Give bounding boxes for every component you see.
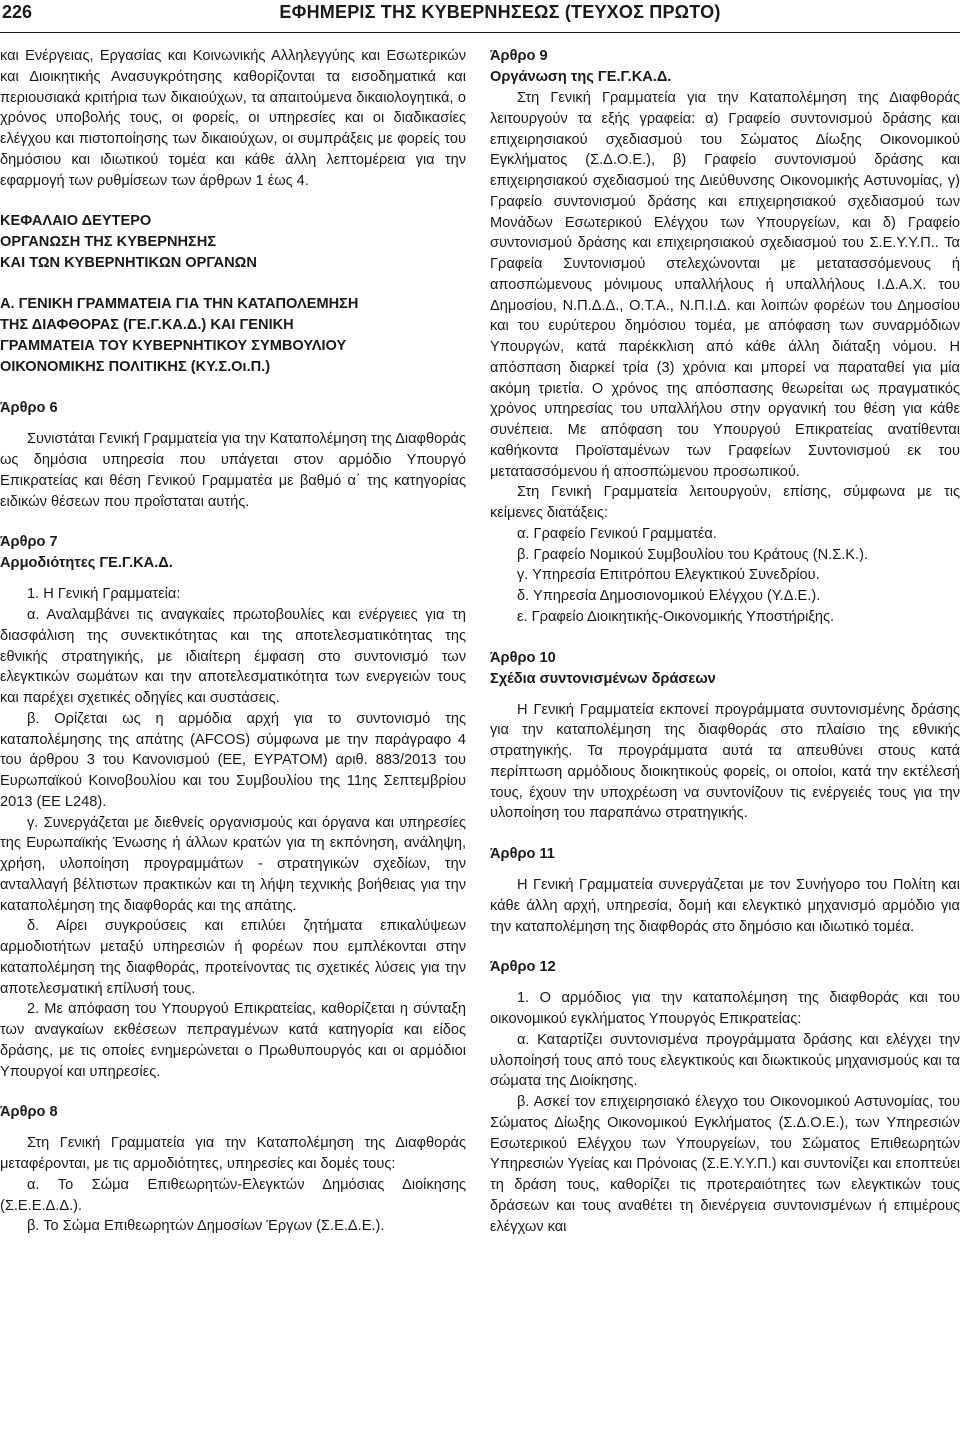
article-9-para-2: Στη Γενική Γραμματεία λειτουργούν, επίσης, σύμφωνα με τις κείμενες διατάξεις: (490, 484, 960, 521)
article-7-item-c: γ. Συνεργάζεται με διεθνείς οργανισμούς και όργανα και υπηρεσίες της Ευρωπαϊκής Ένωσης ή άλλων κρατών για τη εκπόνηση, ανάληψη, χρήση, υλοποίηση προγραμμάτων - στρατηγικών σχεδίων, την ανταλλαγή βέλτιστων πρακτικών και τη λήψη τεχνικής βοήθειας για την καταπολέμηση της διαφθοράς και της απάτης. (0, 814, 466, 914)
article-7-title: Άρθρο 7 (0, 534, 58, 551)
article-7-para-1: 1. Η Γενική Γραμματεία: (27, 586, 181, 603)
article-12-para-1: 1. Ο αρμόδιος για την καταπολέμηση της διαφθοράς και του οικονομικού εγκλήματος Υπουργός Επικρατείας: (490, 990, 960, 1027)
article-7-item-a: α. Αναλαμβάνει τις αναγκαίες πρωτοβουλίες και ενέργειες για τη διασφάλιση της συνεκτικότητας και της αποτελεσματικότητας της εθνικής στρατηγικής, με ιδιαίτερη έμφαση στο συντονισμό των ελεγκτικών σωμάτων και την αποτελεσματικότητα των ενεργειών τους και παρέχει σχετικές οδηγίες και συστάσεις. (0, 607, 466, 706)
chapter-heading-line: ΚΑΙ ΤΩΝ ΚΥΒΕΡΝΗΤΙΚΩΝ ΟΡΓΑΝΩΝ (0, 255, 257, 272)
right-column (490, 46, 960, 1237)
article-10-text: Η Γενική Γραμματεία εκπονεί προγράμματα συντονισμένης δράσης για την καταπολέμηση της διαφθοράς στο πλαίσιο της εθνικής στρατηγικής. Τα προγράμματα αυτά τα απευθύνει στους κατά περίπτωση αρμόδιους διοικητικούς φορείς, οι οποίοι, κατά την εκτέλεσή τους, έχουν την υποχρέωση να συντονίζουν τις ενέργειές τους για την υλοποίηση του παραπάνω στρατηγικής. (490, 701, 960, 822)
article-8-title: Άρθρο 8 (0, 1104, 58, 1121)
article-6-text: Συνιστάται Γενική Γραμματεία για την Καταπολέμηση της Διαφθοράς ως δημόσια υπηρεσία που υπάγεται στον αρμόδιο Υπουργό Επικρατείας και θέση Γενικού Γραμματέα με βαθμό α΄ της κατηγορίας ειδικών θέσεων που προΐσταται αυτής. (0, 431, 466, 510)
article-7-item-d: δ. Αίρει συγκρούσεις και επιλύει ζητήματα επικαλύψεων αρμοδιοτήτων μεταξύ υπηρεσιών ή φορέων που εμπλέκονται στην καταπολέμηση της διαφθοράς, προτείνοντας τις σχετικές λύσεις για την αποτελεσματική επίλυσή τους. (0, 918, 466, 997)
article-11-text: Η Γενική Γραμματεία συνεργάζεται με τον Συνήγορο του Πολίτη και κάθε άλλη αρχή, υπηρεσία, δομή και ελεγκτικό μηχανισμό αρμόδιο για την καταπολέμηση της διαφθοράς στο δημόσιο και ιδιωτικό τομέα. (490, 877, 960, 935)
article-10-title: Άρθρο 10 (490, 649, 556, 666)
running-header (0, 0, 960, 33)
article-8-item-a: α. Το Σώμα Επιθεωρητών-Ελεγκτών Δημόσιας Διοίκησης (Σ.Ε.Ε.Δ.Δ.). (0, 1176, 466, 1214)
page-number: 226 (2, 2, 33, 22)
article-9-item: ε. Γραφείο Διοικητικής-Οικονομικής Υποστήριξης. (517, 608, 835, 625)
section-heading-line: ΟΙΚΟΝΟΜΙΚΗΣ ΠΟΛΙΤΙΚΗΣ (ΚΥ.Σ.Οι.Π.) (0, 359, 271, 376)
chapter-heading-line: ΚΕΦΑΛΑΙΟ ΔΕΥΤΕΡΟ (0, 213, 152, 230)
article-7-para-2: 2. Με απόφαση του Υπουργού Επικρατείας, καθορίζεται η σύνταξη των αναγκαίων εκθέσεων πεπραγμένων κατά κατηγορία και είδος δράσης, με τις οποίες ενημερώνεται ο Πρωθυπουργός και οι αρμόδιοι Υπουργοί και υπηρεσίες. (0, 1001, 466, 1080)
article-9-subtitle: Οργάνωση της ΓΕ.Γ.ΚΑ.Δ. (490, 69, 672, 85)
article-9-title: Άρθρο 9 (490, 48, 548, 64)
section-heading-line: ΤΗΣ ΔΙΑΦΘΟΡΑΣ (ΓΕ.Γ.ΚΑ.Δ.) ΚΑΙ ΓΕΝΙΚΗ (0, 317, 294, 334)
section-heading-line: ΓΡΑΜΜΑΤΕΙΑ ΤΟΥ ΚΥΒΕΡΝΗΤΙΚΟΥ ΣΥΜΒΟΥΛΙΟΥ (0, 338, 347, 355)
article-12-title: Άρθρο 12 (490, 959, 556, 976)
article-9-item: δ. Υπηρεσία Δημοσιονομικού Ελέγχου (Υ.Δ.Ε.). (517, 588, 821, 604)
section-heading-line: Α. ΓΕΝΙΚΗ ΓΡΑΜΜΑΤΕΙΑ ΓΙΑ ΤΗΝ ΚΑΤΑΠΟΛΕΜΗΣΗ (0, 296, 359, 313)
article-12-item-b: β. Ασκεί τον επιχειρησιακό έλεγχο του Οικονομικού Αστυνομίας, του Σώματος Δίωξης Οικονομικού Εγκλήματος (Σ.Δ.Ο.Ε.), των Υπηρεσιών Εσωτερικού Ελέγχου των Υπουργείων, του Σώματος Επιθεωρητών Υπηρεσιών Υγείας και Πρόνοιας (Σ.Ε.Υ.Υ.Π.) και συντονίζει και εποπτεύει τη δράση τους, καθορίζει τις προτεραιότητες των ελεγκτικών τους δράσεων και τους αναθέτει τη διενέργεια συντονισμένων ή επιμέρους ελέγχων και (490, 1094, 960, 1235)
article-9-item: α. Γραφείο Γενικού Γραμματέα. (517, 525, 717, 542)
article-10-subtitle: Σχέδια συντονισμένων δράσεων (490, 670, 716, 687)
section-heading (0, 294, 466, 378)
article-9-item: β. Γραφείο Νομικού Συμβουλίου του Κράτους (Ν.Σ.Κ.). (517, 546, 868, 563)
chapter-heading-line: ΟΡΓΑΝΩΣΗ ΤΗΣ ΚΥΒΕΡΝΗΣΗΣ (0, 234, 217, 251)
article-7-subtitle: Αρμοδιότητες ΓΕ.Γ.ΚΑ.Δ. (0, 555, 173, 572)
article-6-title: Άρθρο 6 (0, 400, 58, 417)
running-title: ΕΦΗΜΕΡΙΣ ΤΗΣ ΚΥΒΕΡΝΗΣΕΩΣ (ΤΕΥΧΟΣ ΠΡΩΤΟ) (279, 2, 721, 22)
article-8-item-b: β. Το Σώμα Επιθεωρητών Δημοσίων Έργων (Σ.Ε.Δ.Ε.). (27, 1218, 385, 1235)
chapter-heading (0, 211, 466, 274)
article-9-text: Στη Γενική Γραμματεία για την Καταπολέμηση της Διαφθοράς λειτουργούν τα εξής γραφεία: α) Γραφείο συντονισμού δράσης και επιχειρησιακού σχεδιασμού του Σώματος Δίωξης Οικονομικού Εγκλήματος (Σ.Δ.Ο.Ε.), β) Γραφείο συντονισμού δράσης και επιχειρησιακού σχεδιασμού της Διεύθυνσης Οικονομικής Αστυνομίας, γ) Γραφείο συντονισμού δράσης και επιχειρησιακού σχεδιασμού των Μονάδων Εσωτερικού Ελέγχου των Υπουργείων, και δ) Γραφείο συντονισμού δράσης και επιχειρησιακού σχεδιασμού του Σ.Ε.Υ.Υ.Π.. Τα Γραφεία Συντονισμού στελεχώνονται με μετατασσόμενους ή αποσπώμενους μόνιμους υπαλλήλους ή υπαλλήλους Ι.Δ.Α.Χ. του Δημοσίου, Ν.Π.Δ.Δ., Ο.Τ.Α., Ν.Π.Ι.Δ. και λοιπών φορέων του Δημοσίου και του ευρύτερου δημόσιου τομέα, με απόφαση των συναρμόδιων Υπουργών, κατά παρέκκλιση από κάθε άλλη διάταξη νόμου. Η απόσπαση διαρκεί τρία (3) χρόνια και μπορεί να παραταθεί για μία ακόμη τριετία. Ο χρόνος της απόσπασης θεωρείται ως πραγματικός χρόνος υπηρεσίας του υπαλλήλου στην οργανική του θέση για κάθε συνέπεια. Με απόφαση του Υπουργού Επικρατείας ανατίθενται καθήκοντα Προϊσταμένων των Γραφείων Συντονισμού εκ του μετατασσόμενου ή αποσπώμενου προσωπικού. (490, 90, 960, 480)
article-8-text: Στη Γενική Γραμματεία για την Καταπολέμηση της Διαφθοράς μεταφέρονται, με τις αρμοδιότητες, υπηρεσίες και δομές τους: (0, 1135, 466, 1172)
article-12-item-a: α. Καταρτίζει συντονισμένα προγράμματα δράσης και ελέγχει την υλοποίησή τους από τους ελεγκτικούς και διωκτικούς μηχανισμούς και τα σώματα της Διοίκησης. (490, 1031, 960, 1090)
intro-paragraph: και Ενέργειας, Εργασίας και Κοινωνικής Αλληλεγγύης και Εσωτερικών και Διοικητικής Ανασυγκρότησης καθορίζονται τα εισοδηματικά και περιουσιακά κριτήρια των δικαιούχων, τα απαιτούμενα δικαιολογητικά, ο χρόνος υποβολής τους, οι φορείς, οι υπηρεσίες και οι διαδικασίες ελέγχου και πιστοποίησης των δικαιούχων, οι συμπράξεις με φορείς του δημόσιου και ιδιωτικού τομέα και κάθε άλλη λεπτομέρεια για την εφαρμογή των ρυθμίσεων των άρθρων 1 έως 4. (0, 48, 466, 189)
article-11-title: Άρθρο 11 (490, 846, 555, 862)
article-9-item: γ. Υπηρεσία Επιτρόπου Ελεγκτικού Συνεδρίου. (517, 567, 820, 584)
left-column (0, 46, 466, 1237)
article-7-item-b: β. Ορίζεται ως η αρμόδια αρχή για το συντονισμό της καταπολέμησης της απάτης (AFCOS) σύμφωνα με την παράγραφο 4 του άρθρου 3 του Κανονισμού (ΕΕ, ΕΥΡΑΤΟΜ) αριθ. 883/2013 του Ευρωπαϊκού Κοινοβουλίου και του Συμβουλίου της 11ης Σεπτεμβρίου 2013 (ΕΕ L248). (0, 710, 466, 810)
